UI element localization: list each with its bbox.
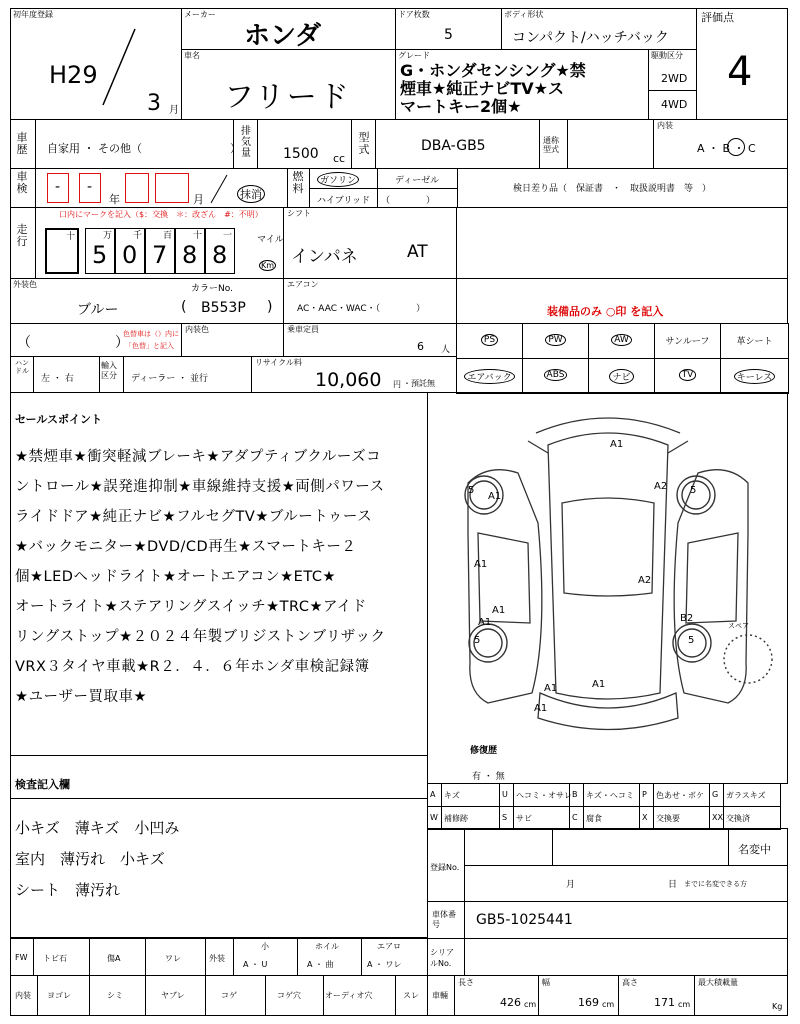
maker-value: ホンダ xyxy=(244,21,321,51)
fuel-hybrid: ハイブリッド xyxy=(317,196,371,206)
color-label: 外装色 xyxy=(13,280,37,289)
legend-desc-cell xyxy=(513,783,570,807)
recycle-deposit: ・預託無 xyxy=(403,379,435,388)
recycle-label: リサイクル料 xyxy=(255,358,302,367)
color-change-paren: （ ） xyxy=(17,335,129,351)
odometer-digit: 0 xyxy=(122,241,138,269)
equipment-row1-0: PS xyxy=(481,334,498,346)
name-change: 名変中 xyxy=(738,843,771,856)
odometer-digit: 8 xyxy=(212,241,228,269)
displacement-value: 1500 xyxy=(283,146,319,162)
history-value: 自家用 ・ その他（ ） xyxy=(47,142,241,155)
sales-line: ★禁煙車★衝突軽減ブレーキ★アダプティブクルーズコ xyxy=(15,449,382,465)
damage-mark: A1 xyxy=(544,683,558,694)
chassis-cell xyxy=(427,901,788,939)
inspection-dash-2: - xyxy=(87,179,93,195)
width-value: 169 xyxy=(578,996,599,1009)
damage-mark: 5 xyxy=(474,635,481,646)
color-no-close: ) xyxy=(267,299,273,315)
score-cell xyxy=(696,8,788,120)
legend-code-cell xyxy=(427,806,442,830)
grade-cell xyxy=(395,49,649,120)
damage-mark: A2 xyxy=(638,575,652,586)
fuel-other: （ ） xyxy=(381,196,436,206)
chassis-label: 車体番号 xyxy=(432,910,456,929)
inspection-dash-1: - xyxy=(55,179,61,195)
odometer-unit: 十 xyxy=(65,232,75,242)
legend-desc-cell xyxy=(653,783,710,807)
grade-line-1: G・ホンダセンシング★禁 xyxy=(400,61,586,80)
body-label: ボディ形状 xyxy=(504,10,544,19)
inspection-row xyxy=(10,168,788,208)
sales-line: ★ユーザー買取車★ xyxy=(15,689,147,705)
fuel-label: 燃料 xyxy=(292,170,304,195)
odometer-digit: 5 xyxy=(92,241,108,269)
doors-label: ドア枚数 xyxy=(398,10,430,19)
damage-mark: A1 xyxy=(534,703,548,714)
odometer-unit: 百 xyxy=(162,231,172,241)
shimi-label: シミ xyxy=(107,991,123,1000)
recycle-unit: 円 xyxy=(393,380,401,389)
maker-cell xyxy=(181,8,396,50)
car-name-cell xyxy=(181,49,396,120)
spare-label: スペア xyxy=(728,622,749,630)
shift-position: インパネ xyxy=(291,247,358,267)
documents-label: 検日差り品（ 保証書 ・ 取扱説明書 等 ） xyxy=(513,184,712,194)
equipment-row1-3: サンルーフ xyxy=(665,337,710,347)
import-label: 輸入区分 xyxy=(101,361,117,380)
small-label: 小 xyxy=(261,942,269,951)
color-change-row xyxy=(10,323,457,357)
yogore-label: ヨゴレ xyxy=(47,991,71,1000)
weight-unit: Kg xyxy=(772,1002,783,1011)
equipment-note: 装備品のみ ○印 を記入 xyxy=(547,305,664,318)
yabure-label: ヤブレ xyxy=(161,991,185,1000)
odometer-digit: 8 xyxy=(182,241,198,269)
legend-code: U xyxy=(502,790,508,799)
equipment-row2-2: ナビ xyxy=(609,369,633,384)
damage-mark: 5 xyxy=(688,635,695,646)
legend-desc-cell xyxy=(513,806,570,830)
odometer-unit: 千 xyxy=(132,231,142,241)
legend-code-cell xyxy=(569,783,584,807)
equipment-label xyxy=(721,369,788,384)
equipment-row1-2: AW xyxy=(611,334,632,346)
score-label: 評価点 xyxy=(701,11,734,24)
check-label: 検査記入欄 xyxy=(15,778,70,791)
legend-desc: 交換要 xyxy=(656,814,680,823)
damage-mark: 5 xyxy=(690,485,697,496)
grade-label: グレード xyxy=(398,51,430,60)
recycle-value: 10,060 xyxy=(315,369,382,391)
legend-desc: 補修跡 xyxy=(444,814,468,823)
drive-2wd: 2WD xyxy=(661,72,688,85)
legend-desc: ガラスキズ xyxy=(726,791,766,800)
equipment-label xyxy=(457,334,522,346)
bottom-row-2 xyxy=(10,975,428,1016)
mileage-label: 走行 xyxy=(16,223,28,248)
damage-mark: A1 xyxy=(474,559,488,570)
reg-day: 日 xyxy=(668,880,678,890)
odometer-digit-box xyxy=(115,228,145,274)
reg-month: 月 xyxy=(566,880,576,890)
mileage-cell xyxy=(10,207,457,279)
gaiso-label: 外装 xyxy=(209,954,225,963)
legend-code: P xyxy=(642,790,647,799)
odometer-digit-box xyxy=(145,228,175,274)
sales-label: セールスポイント xyxy=(15,413,103,426)
legend-code-cell xyxy=(709,783,724,807)
mileage-mile: マイル xyxy=(257,235,284,245)
sales-line: ★バックモニター★DVD/CD再生★スマートキー２ xyxy=(15,539,357,555)
interior-grade-label: 内装 xyxy=(657,121,673,130)
capacity-value: 6 xyxy=(417,340,424,353)
fuel-gasoline xyxy=(317,172,359,187)
kogeana-label: コゲ穴 xyxy=(277,991,301,1000)
odometer-unit: 万 xyxy=(102,231,112,241)
reg-month-unit: 月 xyxy=(169,105,179,116)
shift-type: AT xyxy=(407,242,428,262)
doors-cell xyxy=(395,8,502,50)
interior-grade-circle xyxy=(727,138,745,156)
tobi-label: トビ石 xyxy=(43,954,67,963)
equipment-cell xyxy=(720,323,789,359)
equipment-row2-4: キーレス xyxy=(734,369,776,384)
documents-area xyxy=(456,207,788,279)
naiso-label: 内装 xyxy=(15,991,31,1000)
wheel-label: ホイル xyxy=(315,942,339,951)
reg-label: 登録No. xyxy=(430,863,460,872)
wheel-value: A ・ 曲 xyxy=(307,960,334,969)
drive-label: 駆動区分 xyxy=(651,51,683,60)
color-change-note-1: 色替車は（）内に xyxy=(123,330,179,338)
equipment-label xyxy=(721,334,788,347)
fuel-diesel: ディーゼル xyxy=(395,176,440,186)
damage-mark: B2 xyxy=(680,613,694,624)
legend-desc-cell xyxy=(653,806,710,830)
body-cell xyxy=(501,8,697,50)
maker-label: メーカー xyxy=(184,10,216,19)
length-value: 426 xyxy=(500,996,521,1009)
serial-label: シリアルNo. xyxy=(430,948,454,968)
check-area xyxy=(10,798,428,938)
check-line: 室内 薄汚れ 小キズ xyxy=(15,850,165,868)
interior-color-label: 内装色 xyxy=(185,325,209,334)
damage-diagram xyxy=(427,392,788,784)
aero-label: エアロ xyxy=(377,942,401,951)
legend-desc: 腐食 xyxy=(586,814,602,823)
legend-desc: サビ xyxy=(516,814,532,823)
equipment-cell xyxy=(588,323,655,359)
damage-mark: A1 xyxy=(478,617,492,628)
inspection-year-unit: 年 xyxy=(109,193,120,206)
sales-line: リングストップ★２０２４年製ブリジストンブリザック xyxy=(15,629,386,645)
legend-code-cell xyxy=(499,806,514,830)
legend-code-cell xyxy=(639,783,654,807)
name-label: 車名 xyxy=(184,51,200,60)
sure-label: スレ xyxy=(403,991,419,1000)
height-value: 171 xyxy=(654,996,675,1009)
reg-deadline: までに名変できる方 xyxy=(684,880,747,888)
height-unit: cm xyxy=(678,1000,691,1009)
capacity-unit: 人 xyxy=(441,345,451,355)
legend-desc-cell xyxy=(583,783,640,807)
chassis-value: GB5-1025441 xyxy=(476,912,573,928)
capacity-label: 乗車定員 xyxy=(287,325,319,334)
displacement-label: 排気量 xyxy=(241,126,251,159)
mileage-km: Km xyxy=(261,261,275,270)
drive-4wd: 4WD xyxy=(661,98,688,111)
equipment-grid xyxy=(456,323,788,393)
legend-code-cell xyxy=(499,783,514,807)
legend-code: G xyxy=(712,790,719,799)
mileage-note: 口内にマークを記入（$：交換 ＊：改ざん #：不明） xyxy=(59,210,263,219)
damage-mark: A1 xyxy=(592,679,606,690)
model-value: DBA-GB5 xyxy=(421,138,486,154)
damage-mark: A1 xyxy=(610,439,624,450)
legend-desc: キズ・ヘコミ xyxy=(586,791,634,800)
equipment-cell xyxy=(654,323,721,359)
history-label: 車歴 xyxy=(16,131,28,156)
color-no-value: B553P xyxy=(201,300,246,316)
legend-desc-cell xyxy=(441,783,500,807)
odometer-digit-box xyxy=(85,228,115,274)
damage-mark: A1 xyxy=(488,491,502,502)
legend-code: S xyxy=(502,813,508,822)
legend-desc-cell xyxy=(441,806,500,830)
equipment-label xyxy=(655,369,720,381)
legend-desc: 交換済 xyxy=(726,814,750,823)
equipment-row1-1: PW xyxy=(545,334,565,346)
doors-value: 5 xyxy=(444,27,453,43)
small-value: A ・ U xyxy=(243,960,268,969)
check-line: シート 薄汚れ xyxy=(15,881,121,899)
shift-label: シフト xyxy=(287,209,311,218)
equipment-cell xyxy=(456,323,523,359)
legend-desc: キズ xyxy=(444,791,460,800)
fuel-gasoline-text: ガソリン xyxy=(317,172,359,187)
kizu-label: 傷A xyxy=(107,954,121,963)
displacement-unit: cc xyxy=(333,152,346,165)
legend-desc-cell xyxy=(723,783,781,807)
odometer-unit: 一 xyxy=(222,231,232,241)
legend-code-cell xyxy=(639,806,654,830)
drive-cell xyxy=(648,49,697,120)
odometer-digit: 7 xyxy=(152,241,168,269)
car-name: フリード xyxy=(224,80,351,115)
damage-mark: A2 xyxy=(654,481,668,492)
color-change-note-2: 「色替」と記入 xyxy=(125,342,174,350)
legend-code: X xyxy=(642,813,648,822)
equipment-row1-4: 革シート xyxy=(736,337,773,347)
handle-row xyxy=(10,356,457,393)
common-model-label: 通称型式 xyxy=(543,136,559,154)
equipment-cell xyxy=(456,358,523,394)
legend-code: C xyxy=(572,813,578,822)
equipment-row2-1: ABS xyxy=(544,369,568,381)
odometer-unit: 十 xyxy=(192,231,202,241)
height-label: 高さ xyxy=(622,978,638,987)
auction-sheet xyxy=(10,8,788,1016)
equipment-label xyxy=(589,334,654,346)
interior-grade-value: A ・ B ・ C xyxy=(697,142,756,155)
legend-code-cell xyxy=(569,806,584,830)
fw-label: FW xyxy=(15,953,28,962)
equipment-cell xyxy=(588,358,655,394)
model-label: 型式 xyxy=(358,131,370,156)
bottom-row-1 xyxy=(10,938,428,976)
grade-line-3: マートキー2個★ xyxy=(400,97,522,116)
damage-mark: A1 xyxy=(492,605,506,616)
legend-code-cell xyxy=(427,783,442,807)
sales-line: 個★LEDヘッドライト★オートエアコン★ETC★ xyxy=(15,569,336,585)
legend-desc-cell xyxy=(723,806,781,830)
inspection-label: 車検 xyxy=(16,170,28,195)
equipment-cell xyxy=(654,358,721,394)
aero-value: A ・ ワレ xyxy=(367,960,402,969)
koge-label: コゲ xyxy=(221,991,237,1000)
sales-line: ントロール★誤発進抑制★車線維持支援★両側パワース xyxy=(15,479,385,495)
equipment-label xyxy=(523,369,588,381)
reg-month: 3 xyxy=(147,91,161,116)
handle-label: ハンドル xyxy=(15,359,29,375)
equipment-row2-0: エアバック xyxy=(464,369,514,384)
size-label: 車輛 xyxy=(432,991,448,1000)
ac-label: エアコン xyxy=(287,280,319,289)
size-cell xyxy=(427,975,788,1016)
color-cell xyxy=(10,278,457,324)
audio-label: オーディオ穴 xyxy=(325,991,373,1000)
legend-desc: 色あせ・ボケ xyxy=(656,791,704,800)
damage-legend xyxy=(427,783,788,829)
body-value: コンパクト/ハッチバック xyxy=(512,30,669,46)
equipment-label xyxy=(655,334,720,347)
check-header xyxy=(10,755,428,799)
history-row xyxy=(10,119,788,169)
odometer-digit-box xyxy=(45,228,79,274)
legend-code: XX xyxy=(712,813,723,822)
sales-line: ライドドア★純正ナビ★フルセグTV★ブルートゥース xyxy=(15,509,373,525)
legend-code-cell xyxy=(709,806,724,830)
damage-mark: 5 xyxy=(468,485,475,496)
equipment-row2-3: TV xyxy=(679,369,697,381)
serial-cell xyxy=(427,938,788,976)
sales-line: VRX３タイヤ車載★R２．４．６年ホンダ車検記録簿 xyxy=(15,659,370,675)
equipment-label xyxy=(457,369,522,384)
odometer-digit-box xyxy=(205,228,235,274)
equipment-cell xyxy=(522,358,589,394)
car-outline-svg xyxy=(428,393,787,783)
import-value: ディーラー ・ 並行 xyxy=(131,374,209,384)
registration-cell xyxy=(427,828,788,902)
width-label: 幅 xyxy=(542,978,550,987)
inspection-month-unit: 月 xyxy=(193,193,204,206)
equipment-header xyxy=(456,278,788,324)
color-no-label: カラーNo. xyxy=(191,284,233,294)
score-value: 4 xyxy=(727,49,753,95)
odometer-digit-box xyxy=(175,228,205,274)
check-line: 小キズ 薄キズ 小凹み xyxy=(15,819,180,837)
legend-desc: ヘコミ・オサレ xyxy=(516,791,572,800)
repair-value: 有 ・ 無 xyxy=(472,772,505,782)
color-no-open: ( xyxy=(181,299,187,315)
grade-line-2: 煙車★純正ナビTV★ス xyxy=(400,79,564,98)
legend-desc-cell xyxy=(583,806,640,830)
inspection-expired xyxy=(237,185,265,203)
legend-code: A xyxy=(430,790,436,799)
handle-value: 左 ・ 右 xyxy=(41,374,74,384)
color-value: ブルー xyxy=(77,302,119,318)
first-reg-label: 初年度登録 xyxy=(13,10,53,19)
ware-label: ワレ xyxy=(165,954,181,963)
equipment-cell xyxy=(720,358,789,394)
sales-line: オートライト★ステアリングスイッチ★TRC★アイド xyxy=(15,599,367,615)
first-registration-cell xyxy=(10,8,182,120)
equipment-label xyxy=(589,369,654,384)
equipment-label xyxy=(523,334,588,346)
repair-label: 修復歴 xyxy=(470,746,498,756)
weight-label: 最大積載量 xyxy=(698,978,738,987)
equipment-cell xyxy=(522,323,589,359)
legend-code: W xyxy=(430,813,438,822)
length-label: 長さ xyxy=(458,978,474,987)
length-unit: cm xyxy=(524,1000,537,1009)
width-unit: cm xyxy=(602,1000,615,1009)
legend-code: B xyxy=(572,790,578,799)
reg-year: H29 xyxy=(49,61,98,89)
inspection-expired-text: 抹消 xyxy=(237,185,265,203)
ac-value: AC・AAC・WAC・（ ） xyxy=(297,304,426,314)
sales-points xyxy=(10,392,428,756)
